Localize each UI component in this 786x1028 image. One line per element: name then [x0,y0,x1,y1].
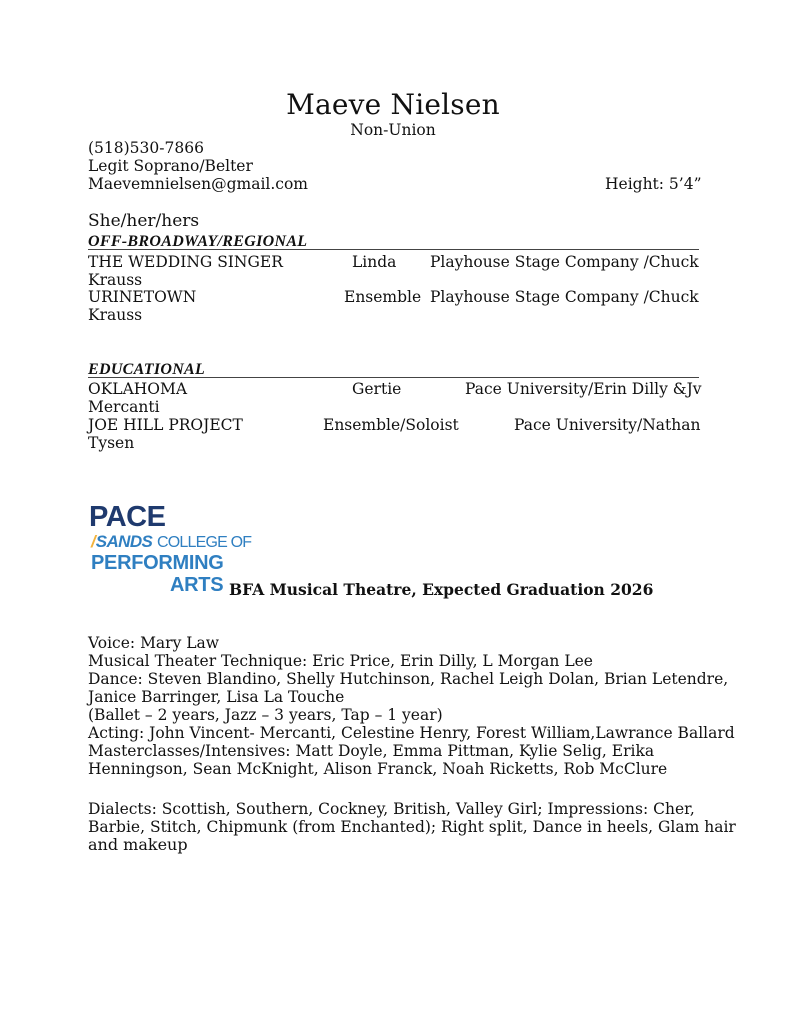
pace-university-logo [88,501,252,596]
credit-company-wrap: Mercanti [88,398,160,416]
training-line: Dance: Steven Blandino, Shelly Hutchinson, Rachel Leigh Dolan, Brian Letendre, [88,670,729,688]
training-line: Musical Theater Technique: Eric Price, Erin Dilly, L Morgan Lee [88,652,593,670]
degree-line: BFA Musical Theatre, Expected Graduation 2026 [229,580,654,599]
credit-company: Pace University/Nathan [514,416,701,434]
logo-sands: SANDS [95,532,153,551]
logo-arts: ARTS [170,574,224,596]
email-address: Maevemnielsen@gmail.com [88,175,309,193]
voice-type: Legit Soprano/Belter [88,157,253,175]
training-line: Voice: Mary Law [88,634,220,652]
height: Height: 5’4” [605,175,702,193]
skills-line: Dialects: Scottish, Southern, Cockney, British, Valley Girl; Impressions: Cher, [88,800,695,818]
credit-role: Linda [352,253,397,271]
credit-company-wrap: Krauss [88,306,143,324]
training-line: Masterclasses/Intensives: Matt Doyle, Emma Pittman, Kylie Selig, Erika [88,742,655,760]
section-divider [88,377,699,378]
union-status: Non-Union [350,121,436,139]
section-heading-offbroadway: OFF-BROADWAY/REGIONAL [88,233,308,250]
credit-show: URINETOWN [88,288,197,306]
logo-slash: / [91,532,96,551]
credit-company-wrap: Tysen [88,434,135,452]
credit-company-wrap: Krauss [88,271,143,289]
credit-role: Ensemble/Soloist [323,416,459,434]
section-divider [88,249,699,250]
training-line: (Ballet – 2 years, Jazz – 3 years, Tap – 1 year) [88,706,443,724]
credit-company: Pace University/Erin Dilly &Jv [465,380,702,398]
logo-performing: PERFORMING [91,552,224,574]
credit-show: JOE HILL PROJECT [88,416,243,434]
training-line: Acting: John Vincent- Mercanti, Celestine Henry, Forest William,Lawrance Ballard [88,724,735,742]
training-line: Henningson, Sean McKnight, Alison Franck, Noah Ricketts, Rob McClure [88,760,668,778]
credit-company: Playhouse Stage Company /Chuck [430,253,699,271]
phone-number: (518)530-7866 [88,139,204,157]
credit-role: Ensemble [344,288,422,306]
training-line: Janice Barringer, Lisa La Touche [88,688,345,706]
pronouns: She/her/hers [88,211,200,231]
skills-line: and makeup [88,835,188,854]
logo-college-of: COLLEGE OF [156,534,252,551]
credit-role: Gertie [352,380,402,398]
logo-college-line [91,533,251,551]
resume-name: Maeve Nielsen [286,88,500,121]
credit-show: THE WEDDING SINGER [88,253,283,271]
credit-show: OKLAHOMA [88,380,188,398]
logo-pace: PACE [89,501,166,533]
section-heading-educational: EDUCATIONAL [88,361,206,378]
credit-company: Playhouse Stage Company /Chuck [430,288,699,306]
skills-line: Barbie, Stitch, Chipmunk (from Enchanted); Right split, Dance in heels, Glam hair [88,818,736,836]
